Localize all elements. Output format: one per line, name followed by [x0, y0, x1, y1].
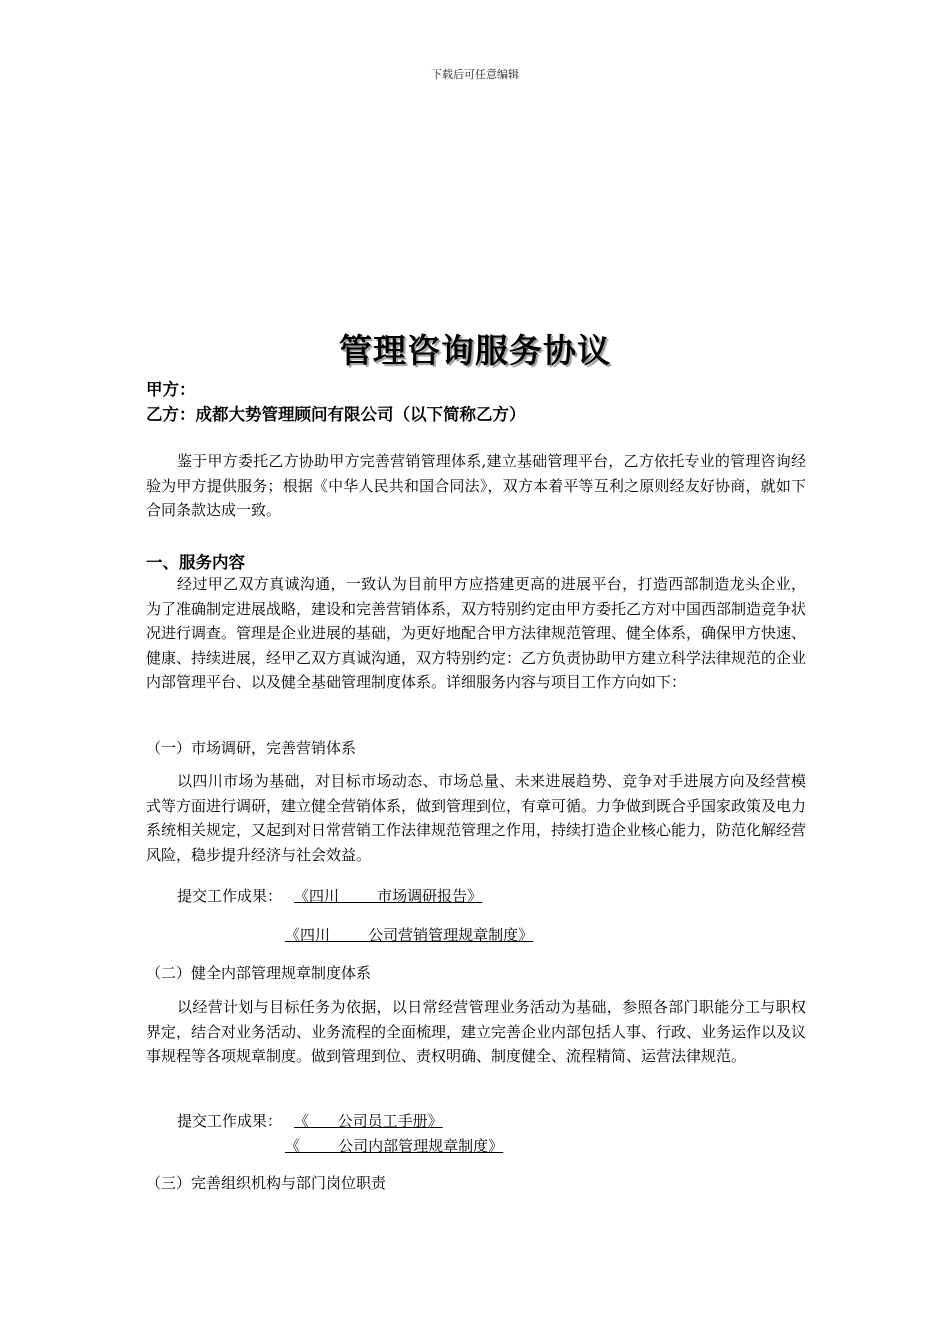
item-1-paragraph: 以四川市场为基础，对目标市场动态、市场总量、未来进展趋势、竞争对手进展方向及经营模式等方面进行调研，建立健全营销体系，做到管理到位，有章可循。力争做到既合乎国家政策及电力系统相关规定，又起到对日常营销工作法律规范管理之作用，持续打造企业核心能力，防范化解经营风险，稳步提升经济与社会效益。 [146, 772, 807, 864]
item-1-deliverable-1: 《四川 市场调研报告》 [294, 887, 483, 905]
section-1-paragraph: 经过甲乙双方真诚沟通，一致认为目前甲方应搭建更高的进展平台，打造西部制造龙头企业，为了准确制定进展战略，建设和完善营销体系，双方特别约定由甲方委托乙方对中国西部制造竞争状况进行调查。管理是企业进展的基础，为更好地配合甲方法律规范管理、健全体系，确保甲方快速、健康、持续进展，经甲乙双方真诚沟通，双方特别约定：乙方负责协助甲方建立科学法律规范的企业内部管理平台、以及健全基础管理制度体系。详细服务内容与项目工作方向如下： [146, 575, 807, 691]
party-b: 乙方：成都大势管理顾问有限公司（以下简称乙方） [146, 405, 526, 424]
item-1-heading: （一）市场调研，完善营销体系 [146, 739, 357, 757]
item-3-heading: （三）完善组织机构与部门岗位职责 [146, 1174, 387, 1192]
item-2-paragraph: 以经营计划与目标任务为依据，以日常经营管理业务活动为基础，参照各部门职能分工与职权界定，结合对业务活动、业务流程的全面梳理，建立完善企业内部包括人事、行政、业务运作以及议事规程等各项规章制度。做到管理到位、责权明确、制度健全、流程精简、运营法律规范。 [146, 998, 807, 1065]
document-title: 管理咨询服务协议 [339, 331, 611, 370]
section-1-heading: 一、服务内容 [146, 553, 245, 572]
item-2-heading: （二）健全内部管理规章制度体系 [146, 964, 372, 982]
item-1-deliverables-label: 提交工作成果： [177, 887, 283, 905]
party-a: 甲方： [146, 380, 196, 399]
item-2-deliverable-2: 《 公司内部管理规章制度》 [285, 1137, 504, 1155]
item-2-deliverable-1: 《 公司员工手册》 [294, 1112, 443, 1130]
intro-paragraph: 鉴于甲方委托乙方协助甲方完善营销管理体系,建立基础管理平台，乙方依托专业的管理咨询经验为甲方提供服务；根据《中华人民共和国合同法》，双方本着平等互利之原则经友好协商，就如下合同条款达成一致。 [146, 452, 806, 519]
page-header-note: 下载后可任意编辑 [431, 68, 519, 81]
item-1-deliverable-2: 《四川 公司营销管理规章制度》 [285, 926, 534, 944]
item-2-deliverables-label: 提交工作成果： [177, 1112, 283, 1130]
